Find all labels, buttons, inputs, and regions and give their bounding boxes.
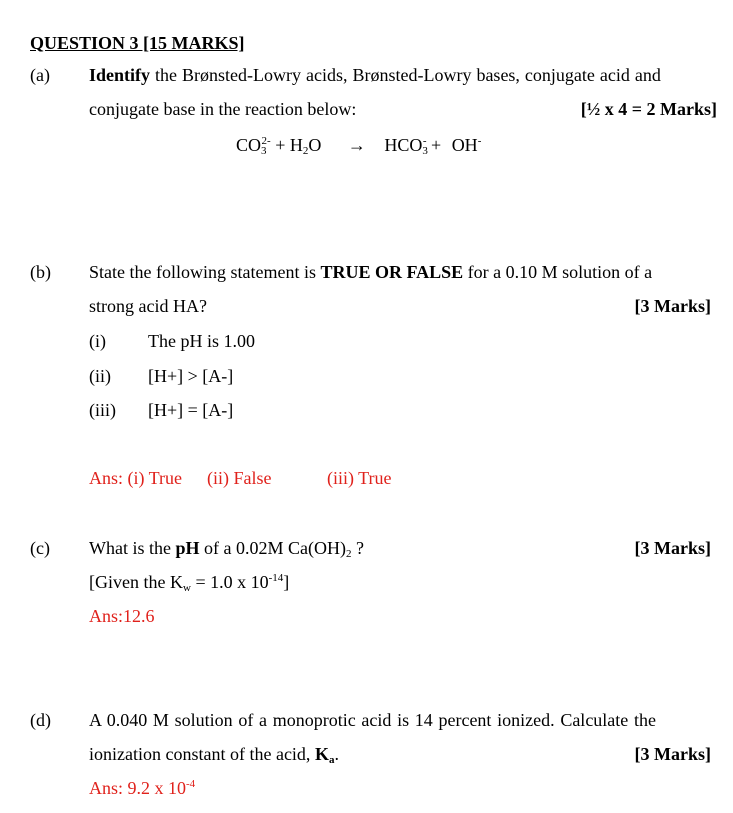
item-number: (iii)	[89, 400, 116, 420]
part-b-answer-1: Ans: (i) True	[89, 468, 183, 488]
part-b-marks: [3 Marks]	[634, 296, 711, 316]
part-a-marks: [½ x 4 = 2 Marks]	[580, 99, 717, 119]
part-a-label: (a)	[30, 65, 50, 85]
part-c-label: (c)	[30, 538, 50, 558]
part-c-marks: [3 Marks]	[634, 538, 711, 558]
part-c-answer: Ans:12.6	[89, 606, 155, 626]
item-text: [H+] = [A-]	[148, 400, 234, 420]
bicarbonate: $HCO_3^-$	[384, 135, 428, 157]
part-d-line1: A 0.040 M solution of a monoprotic acid is 14 percent ionized. Calculate the	[89, 710, 656, 730]
identify-keyword: Identify	[89, 65, 151, 85]
part-b-answer-2: (ii) False	[207, 468, 272, 488]
question-title: QUESTION 3 [15 MARKS]	[30, 33, 245, 53]
ka-symbol: $K_a$	[314, 744, 335, 766]
part-d-answer: Ans: 9.2 x $10^{-4}$	[89, 778, 196, 798]
part-b-line1: State the following statement is TRUE OR FALSE for a 0.10 M solution of a	[89, 262, 653, 282]
part-b-label: (b)	[30, 262, 51, 282]
part-b-line2: strong acid HA?	[89, 296, 207, 316]
item-text: The pH is 1.00	[148, 331, 255, 351]
part-c-given: [Given the $K_w = 1.0$ x $10^{-14}$]	[89, 572, 290, 594]
part-b-answer-3: (iii) True	[327, 468, 392, 488]
true-or-false-keyword: TRUE OR FALSE	[320, 262, 464, 282]
water: $H_2O$	[289, 135, 322, 157]
part-c-line1: What is the pH of a 0.02M $Ca(OH)_2$ ?	[89, 538, 364, 560]
part-d-label: (d)	[30, 710, 51, 730]
part-d-marks: [3 Marks]	[634, 744, 711, 764]
ph-keyword: pH	[175, 538, 200, 558]
item-number: (i)	[89, 331, 106, 351]
carbonate: $CO_3^{2-}$	[236, 135, 271, 157]
item-number: (ii)	[89, 366, 111, 386]
part-d-line2: ionization constant of the acid, $K_a$.	[89, 744, 339, 766]
reaction-equation: $CO_3^{2-} + H_2O \to HCO_3^- + OH^-$	[236, 135, 482, 157]
reaction-arrow: →	[347, 135, 366, 155]
part-a-line1	[89, 64, 661, 86]
item-text: [H+] > [A-]	[148, 366, 234, 386]
hydroxide: OH-	[451, 135, 482, 155]
part-a-line1-text: the Brønsted-Lowry acids, Brønsted-Lowry bases, conjugate acid and	[150, 65, 661, 85]
part-a-line2: conjugate base in the reaction below:	[89, 99, 357, 119]
